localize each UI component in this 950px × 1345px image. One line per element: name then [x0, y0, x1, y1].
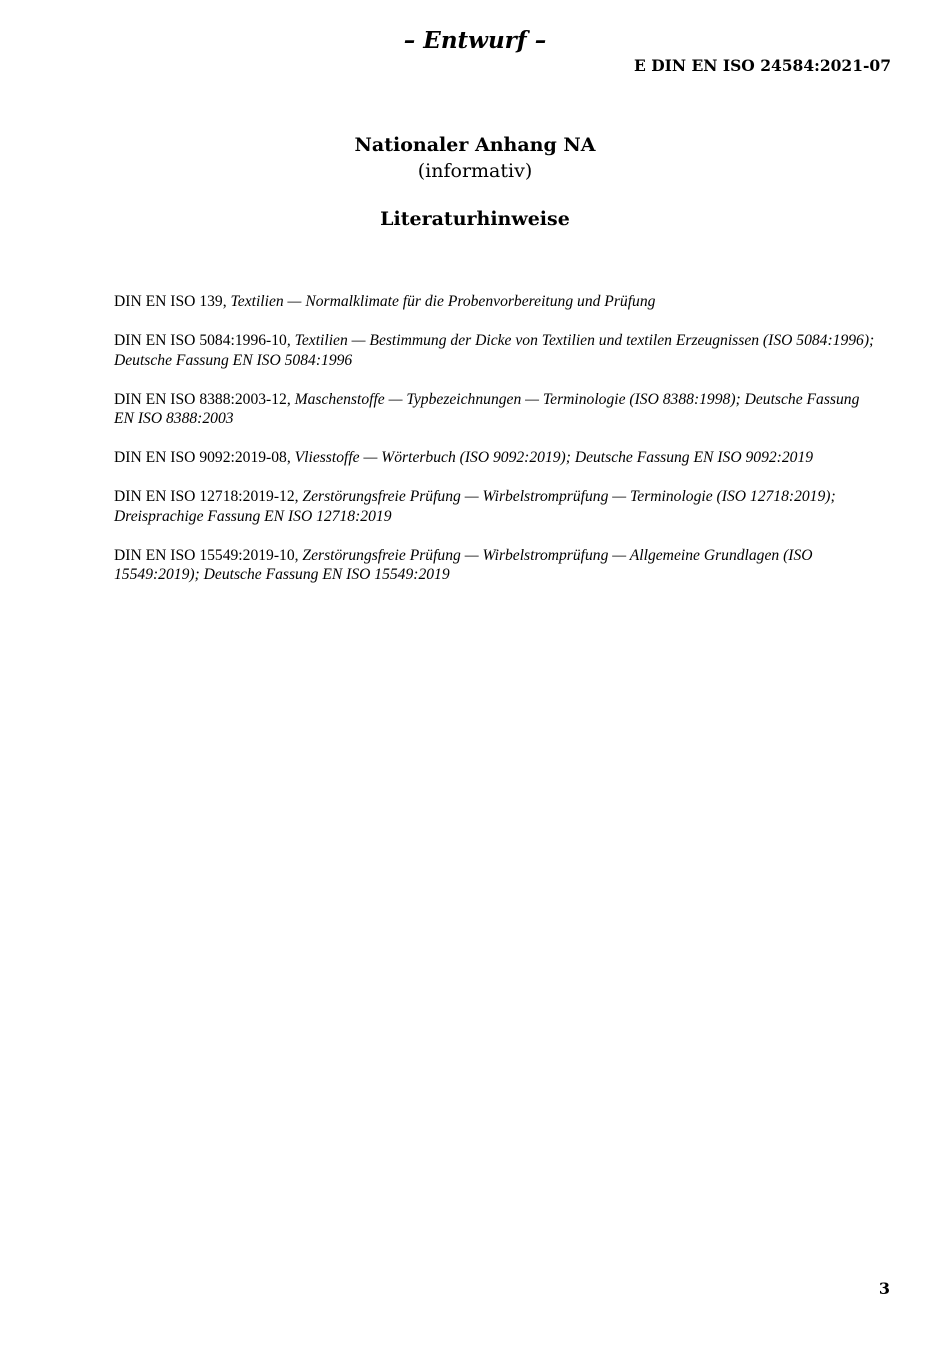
reference-designation: DIN EN ISO 5084:1996-10,	[114, 332, 291, 349]
reference-title: Textilien — Normalklimate für die Probenvorbereitung und Prüfung	[230, 293, 656, 310]
draft-label: – Entwurf –	[403, 27, 547, 54]
document-id: E DIN EN ISO 24584:2021-07	[634, 56, 891, 75]
reference-title: Textilien — Bestimmung der Dicke von Textilien und textilen Erzeugnissen (ISO 5084:1996); Deutsche Fassung EN ISO 5084:1996	[114, 332, 875, 369]
reference-designation: DIN EN ISO 9092:2019-08,	[114, 449, 291, 466]
reference-entry	[114, 292, 878, 312]
reference-title: Maschenstoffe — Typbezeichnungen — Terminologie (ISO 8388:1998); Deutsche Fassung EN ISO 8388:2003	[114, 390, 860, 427]
reference-list	[114, 292, 878, 604]
reference-entry	[114, 546, 878, 585]
reference-entry	[114, 331, 878, 370]
reference-designation: DIN EN ISO 12718:2019-12,	[114, 488, 299, 505]
reference-designation: DIN EN ISO 139,	[114, 293, 227, 310]
reference-designation: DIN EN ISO 15549:2019-10,	[114, 546, 299, 564]
section-title: Literaturhinweise	[380, 208, 570, 230]
page-number: 3	[878, 1279, 890, 1298]
reference-title: Zerstörungsfreie Prüfung — Wirbelstromprüfung — Terminologie (ISO 12718:2019); Dreisprachige Fassung EN ISO 12718:2019	[114, 488, 836, 525]
reference-entry	[114, 448, 878, 468]
reference-entry	[114, 487, 878, 526]
annex-title: Nationaler Anhang NA	[354, 134, 596, 156]
reference-entry	[114, 390, 878, 429]
reference-title: Zerstörungsfreie Prüfung — Wirbelstromprüfung — Allgemeine Grundlagen (ISO 15549:2019); Deutsche Fassung EN ISO 15549:2019	[114, 546, 813, 583]
annex-subtitle: (informativ)	[417, 160, 533, 182]
reference-title: Vliesstoffe — Wörterbuch (ISO 9092:2019); Deutsche Fassung EN ISO 9092:2019	[294, 449, 814, 466]
reference-designation: DIN EN ISO 8388:2003-12,	[114, 390, 291, 408]
